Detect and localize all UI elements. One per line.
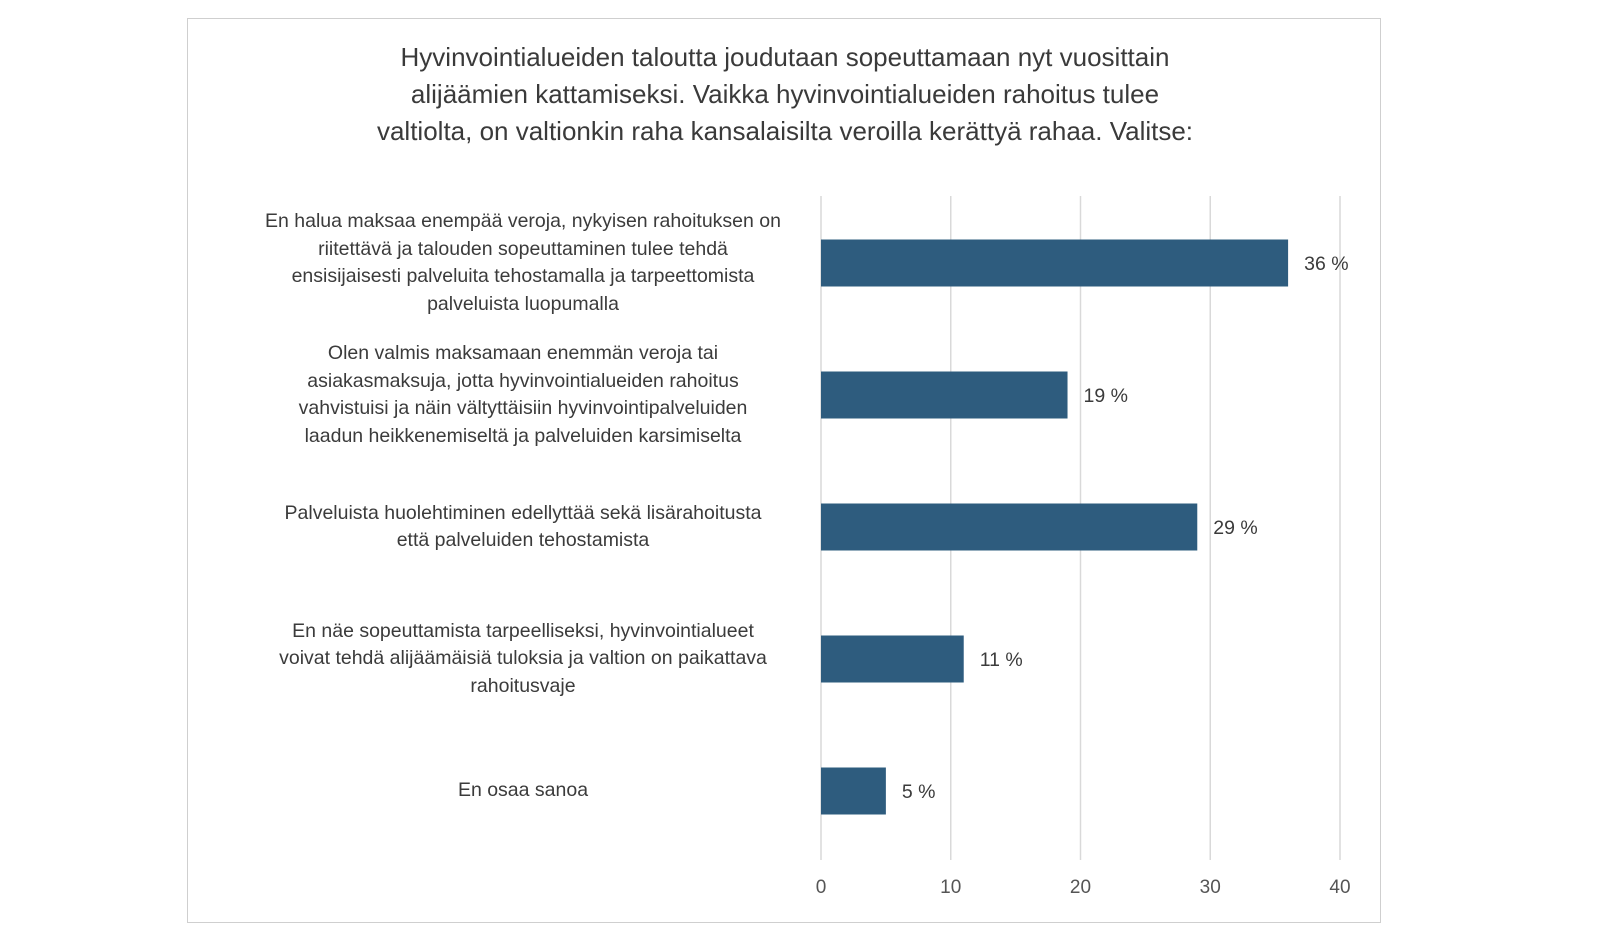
chart-title-line: alijäämien kattamiseksi. Vaikka hyvinvointialueiden rahoitus tulee	[410, 79, 1160, 109]
category-label-line: En osaa sanoa	[457, 779, 589, 802]
category-label-line: En näe sopeuttamista tarpeelliseksi, hyvinvointialueet	[292, 619, 754, 642]
x-tick-label: 40	[1329, 877, 1351, 898]
x-tick-label: 20	[1069, 877, 1092, 898]
data-label: 19 %	[1083, 385, 1128, 407]
category-label	[238, 500, 808, 555]
category-label-line: laadun heikkenemiseltä ja palveluiden karsimiselta	[304, 424, 742, 447]
bar	[821, 372, 1068, 419]
data-label: 5 %	[901, 781, 936, 803]
category-label-line: että palveluiden tehostamista	[396, 529, 650, 551]
x-axis-ticks	[816, 877, 1351, 898]
data-label: 11 %	[979, 649, 1023, 671]
category-label-line: Palveluista huolehtiminen edellyttää sekä lisärahoitusta	[284, 501, 762, 524]
category-label-line: Olen valmis maksamaan enemmän veroja tai	[327, 342, 719, 364]
data-label: 36 %	[1304, 253, 1349, 275]
category-label-line: palveluista luopumalla	[427, 292, 619, 315]
category-label-line: riitettävä ja talouden sopeuttaminen tulee tehdä	[318, 237, 728, 260]
bar	[821, 504, 1197, 551]
category-label	[238, 340, 808, 450]
category-label-line: vahvistuisi ja näin vältyttäisiin hyvinvointipalveluiden	[298, 397, 748, 419]
category-label-line: voivat tehdä alijäämäisiä tuloksia ja valtion on paikattava	[279, 647, 767, 670]
bar	[821, 636, 964, 683]
data-label: 29 %	[1213, 517, 1258, 539]
x-tick-label: 30	[1199, 877, 1221, 898]
chart-title-line: valtiolta, on valtionkin raha kansalaisilta veroilla kerättyä rahaa. Valitse:	[376, 116, 1194, 146]
x-tick-label: 10	[940, 877, 962, 898]
category-label-line: En halua maksaa enempää veroja, nykyisen rahoituksen on	[265, 210, 781, 232]
bar	[821, 240, 1288, 287]
category-label	[238, 208, 808, 318]
category-label-line: ensisijaisesti palveluita tehostamalla ja tarpeettomista	[291, 265, 755, 287]
x-tick-label: 0	[815, 877, 827, 898]
bar	[821, 768, 886, 815]
chart-title-line: Hyvinvointialueiden taloutta joudutaan sopeuttamaan nyt vuosittain	[400, 42, 1170, 72]
category-label-line: rahoitusvaje	[470, 674, 576, 697]
category-label-line: asiakasmaksuja, jotta hyvinvointialueiden rahoitus	[307, 369, 739, 392]
category-label	[238, 777, 808, 805]
category-label	[238, 618, 808, 701]
